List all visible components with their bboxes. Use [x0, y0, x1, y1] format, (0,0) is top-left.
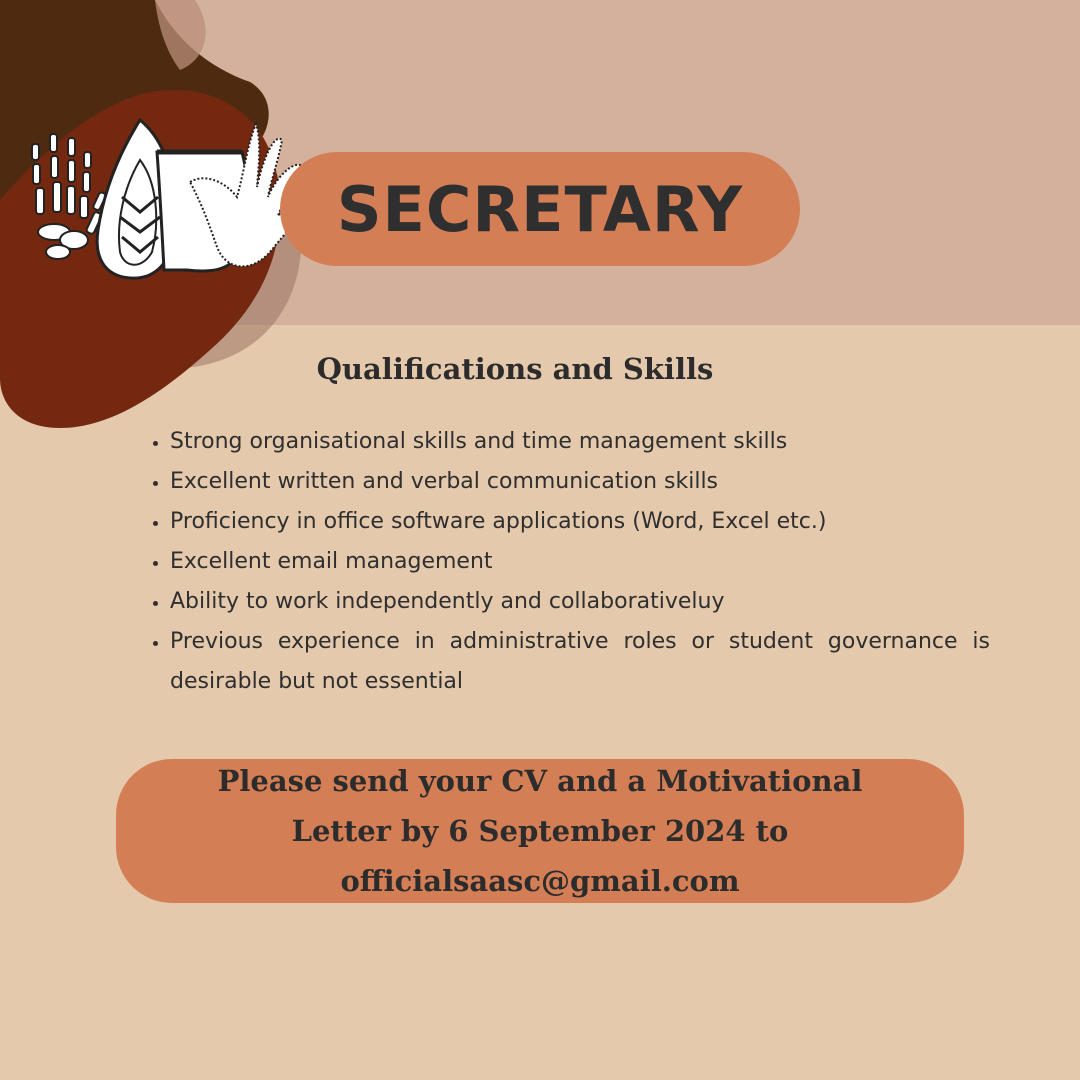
skills-list-item: • Strong organisational skills and time management skills: [170, 422, 990, 462]
call-to-action-banner: [116, 759, 964, 903]
skills-list: [140, 422, 990, 702]
skills-list-item: • Excellent written and verbal communication skills: [170, 462, 990, 502]
title-banner: [280, 152, 800, 266]
page-title: SECRETARY: [336, 172, 744, 246]
section-heading: Qualifications and Skills: [316, 352, 714, 386]
call-to-action-text: Please send your CV and a Motivational Letter by 6 September 2024 to officialsaasc@gmail.com: [217, 764, 863, 898]
skills-list-item: • Previous experience in administrative roles or student governance is desirable but not essential: [170, 622, 990, 702]
skills-list-item: • Excellent email management: [170, 542, 990, 582]
society-logo: [12, 112, 312, 282]
skeleton-hand-icon: [32, 134, 106, 259]
skills-list-item: • Ability to work independently and collaborativeluy: [170, 582, 990, 622]
skills-list-item: • Proficiency in office software applications (Word, Excel etc.): [170, 502, 990, 542]
